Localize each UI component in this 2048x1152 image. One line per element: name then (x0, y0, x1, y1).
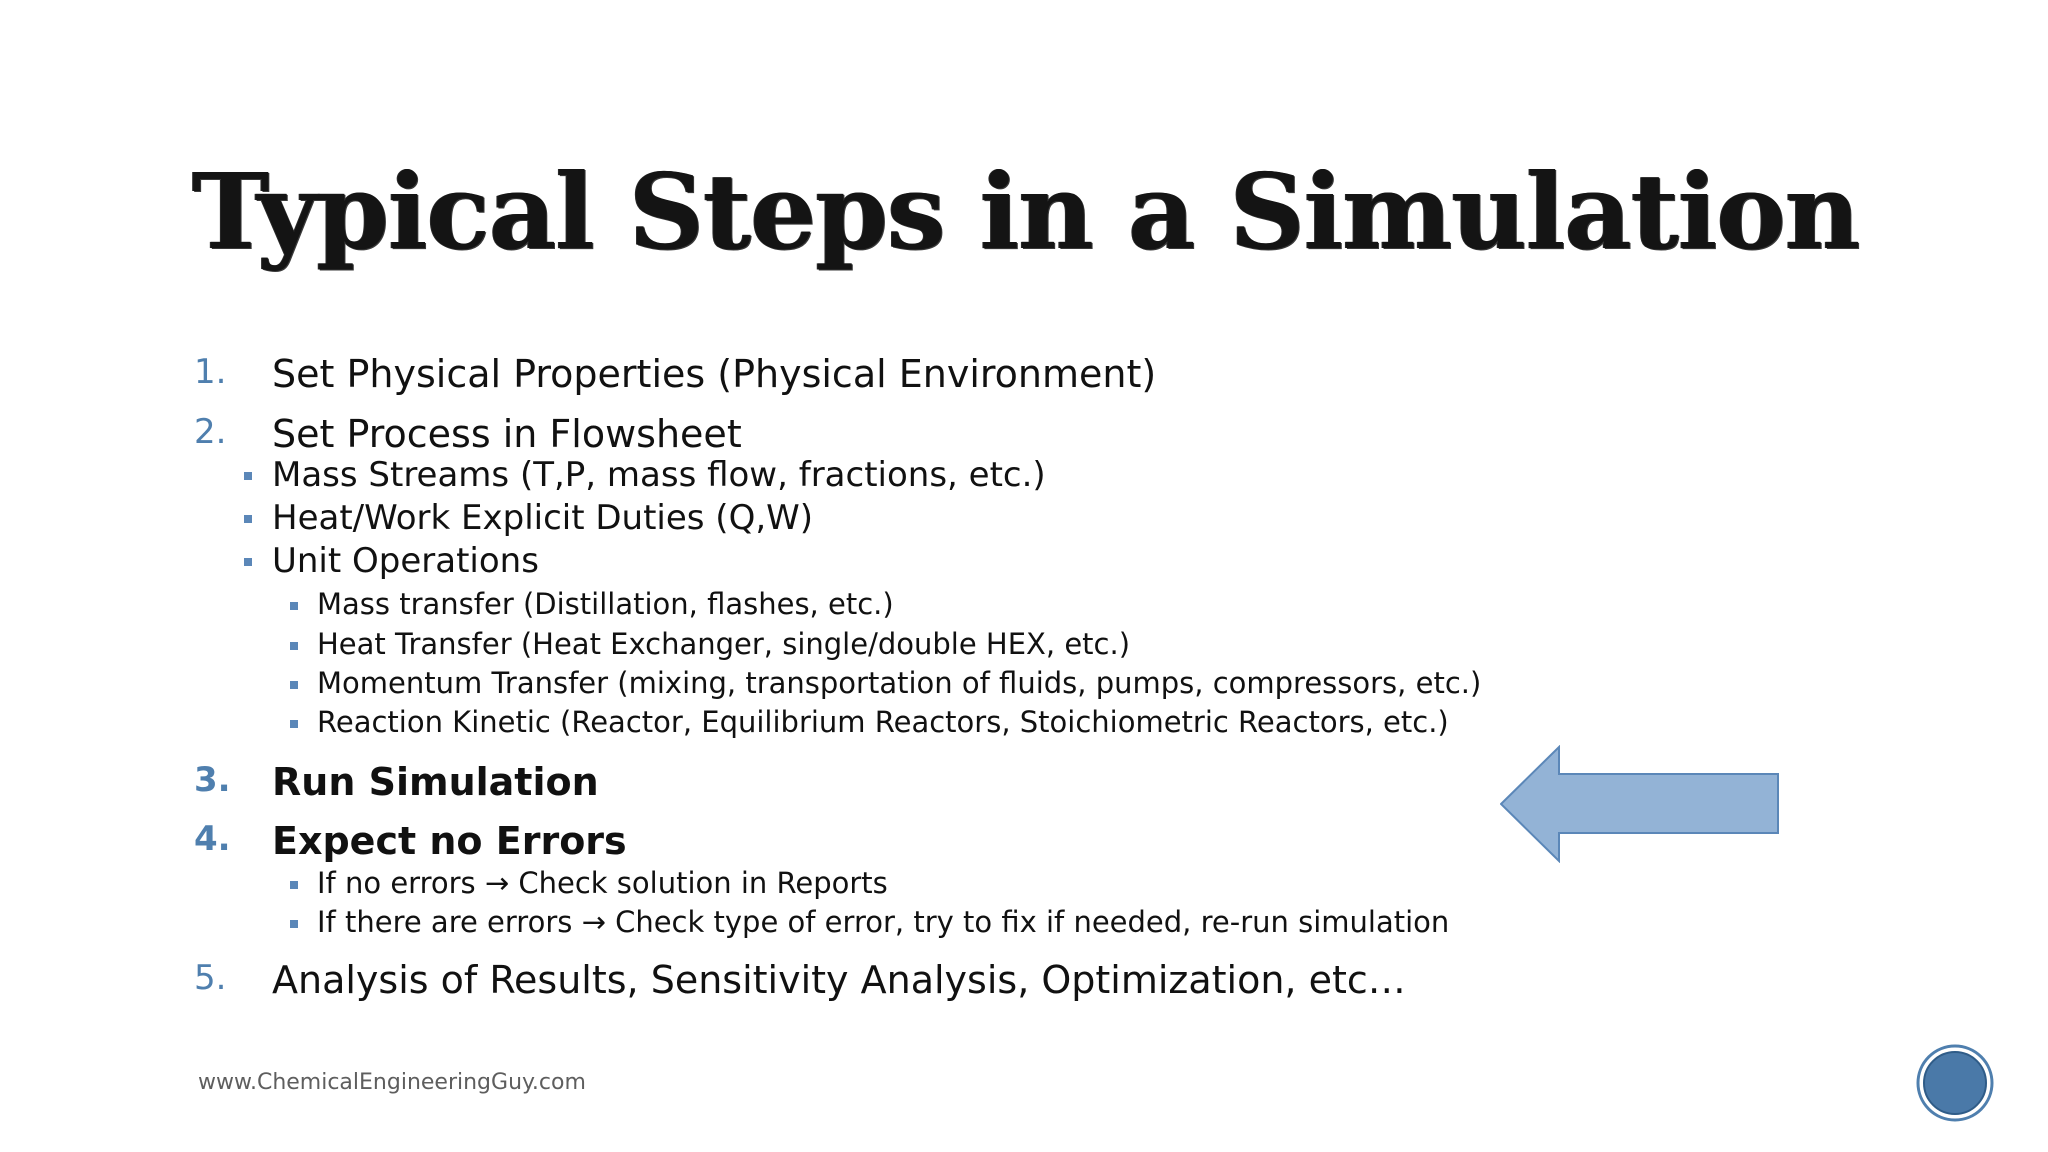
square-bullet-icon (244, 472, 252, 480)
step-5 (194, 958, 1694, 1014)
square-bullet-icon (290, 642, 298, 650)
step-2-sub-3: Unit Operations (272, 541, 539, 581)
list-item (244, 498, 1644, 542)
step-1-number: 1. (194, 352, 227, 392)
step-4-number: 4. (194, 819, 231, 859)
list-item (290, 587, 1690, 627)
list-item (290, 666, 1690, 706)
square-bullet-icon (290, 602, 298, 610)
square-bullet-icon (290, 920, 298, 928)
step-2-number: 2. (194, 412, 227, 452)
square-bullet-icon (244, 558, 252, 566)
left-arrow-icon (1500, 745, 1780, 863)
step-4-subsub-1: If no errors → Check solution in Reports (317, 866, 888, 900)
list-item (290, 866, 1690, 906)
step-3-number: 3. (194, 760, 231, 800)
footer-url: www.ChemicalEngineeringGuy.com (198, 1070, 586, 1095)
step-3 (194, 760, 1694, 816)
square-bullet-icon (244, 515, 252, 523)
step-2-sub-1: Mass Streams (T,P, mass flow, fractions, etc.) (272, 455, 1046, 495)
list-item (290, 705, 1690, 745)
step-5-label: Analysis of Results, Sensitivity Analysis, Optimization, etc… (272, 958, 1406, 1002)
step-2-subsub-4: Reaction Kinetic (Reactor, Equilibrium Reactors, Stoichiometric Reactors, etc.) (317, 705, 1449, 739)
step-1-label: Set Physical Properties (Physical Environment) (272, 352, 1157, 396)
step-2-label: Set Process in Flowsheet (272, 412, 742, 456)
slide-nav-circle-icon[interactable] (1915, 1043, 1995, 1123)
step-2-sub-2: Heat/Work Explicit Duties (Q,W) (272, 498, 814, 538)
step-2-subsub-1: Mass transfer (Distillation, flashes, etc.) (317, 587, 894, 621)
square-bullet-icon (290, 881, 298, 889)
step-4-subsub-2: If there are errors → Check type of error, try to fix if needed, re-run simulation (317, 905, 1450, 939)
slide-title: Typical Steps in a Simulation (192, 150, 1860, 273)
step-3-label: Run Simulation (272, 760, 599, 804)
list-item (244, 541, 1644, 585)
list-item (290, 627, 1690, 667)
list-item (290, 905, 1690, 945)
step-2-subsub-2: Heat Transfer (Heat Exchanger, single/double HEX, etc.) (317, 627, 1131, 661)
step-5-number: 5. (194, 958, 227, 998)
step-1 (194, 352, 1694, 408)
step-2-subsub-3: Momentum Transfer (mixing, transportation of fluids, pumps, compressors, etc.) (317, 666, 1482, 700)
step-4-label: Expect no Errors (272, 819, 627, 863)
square-bullet-icon (290, 720, 298, 728)
square-bullet-icon (290, 681, 298, 689)
list-item (244, 455, 1644, 499)
